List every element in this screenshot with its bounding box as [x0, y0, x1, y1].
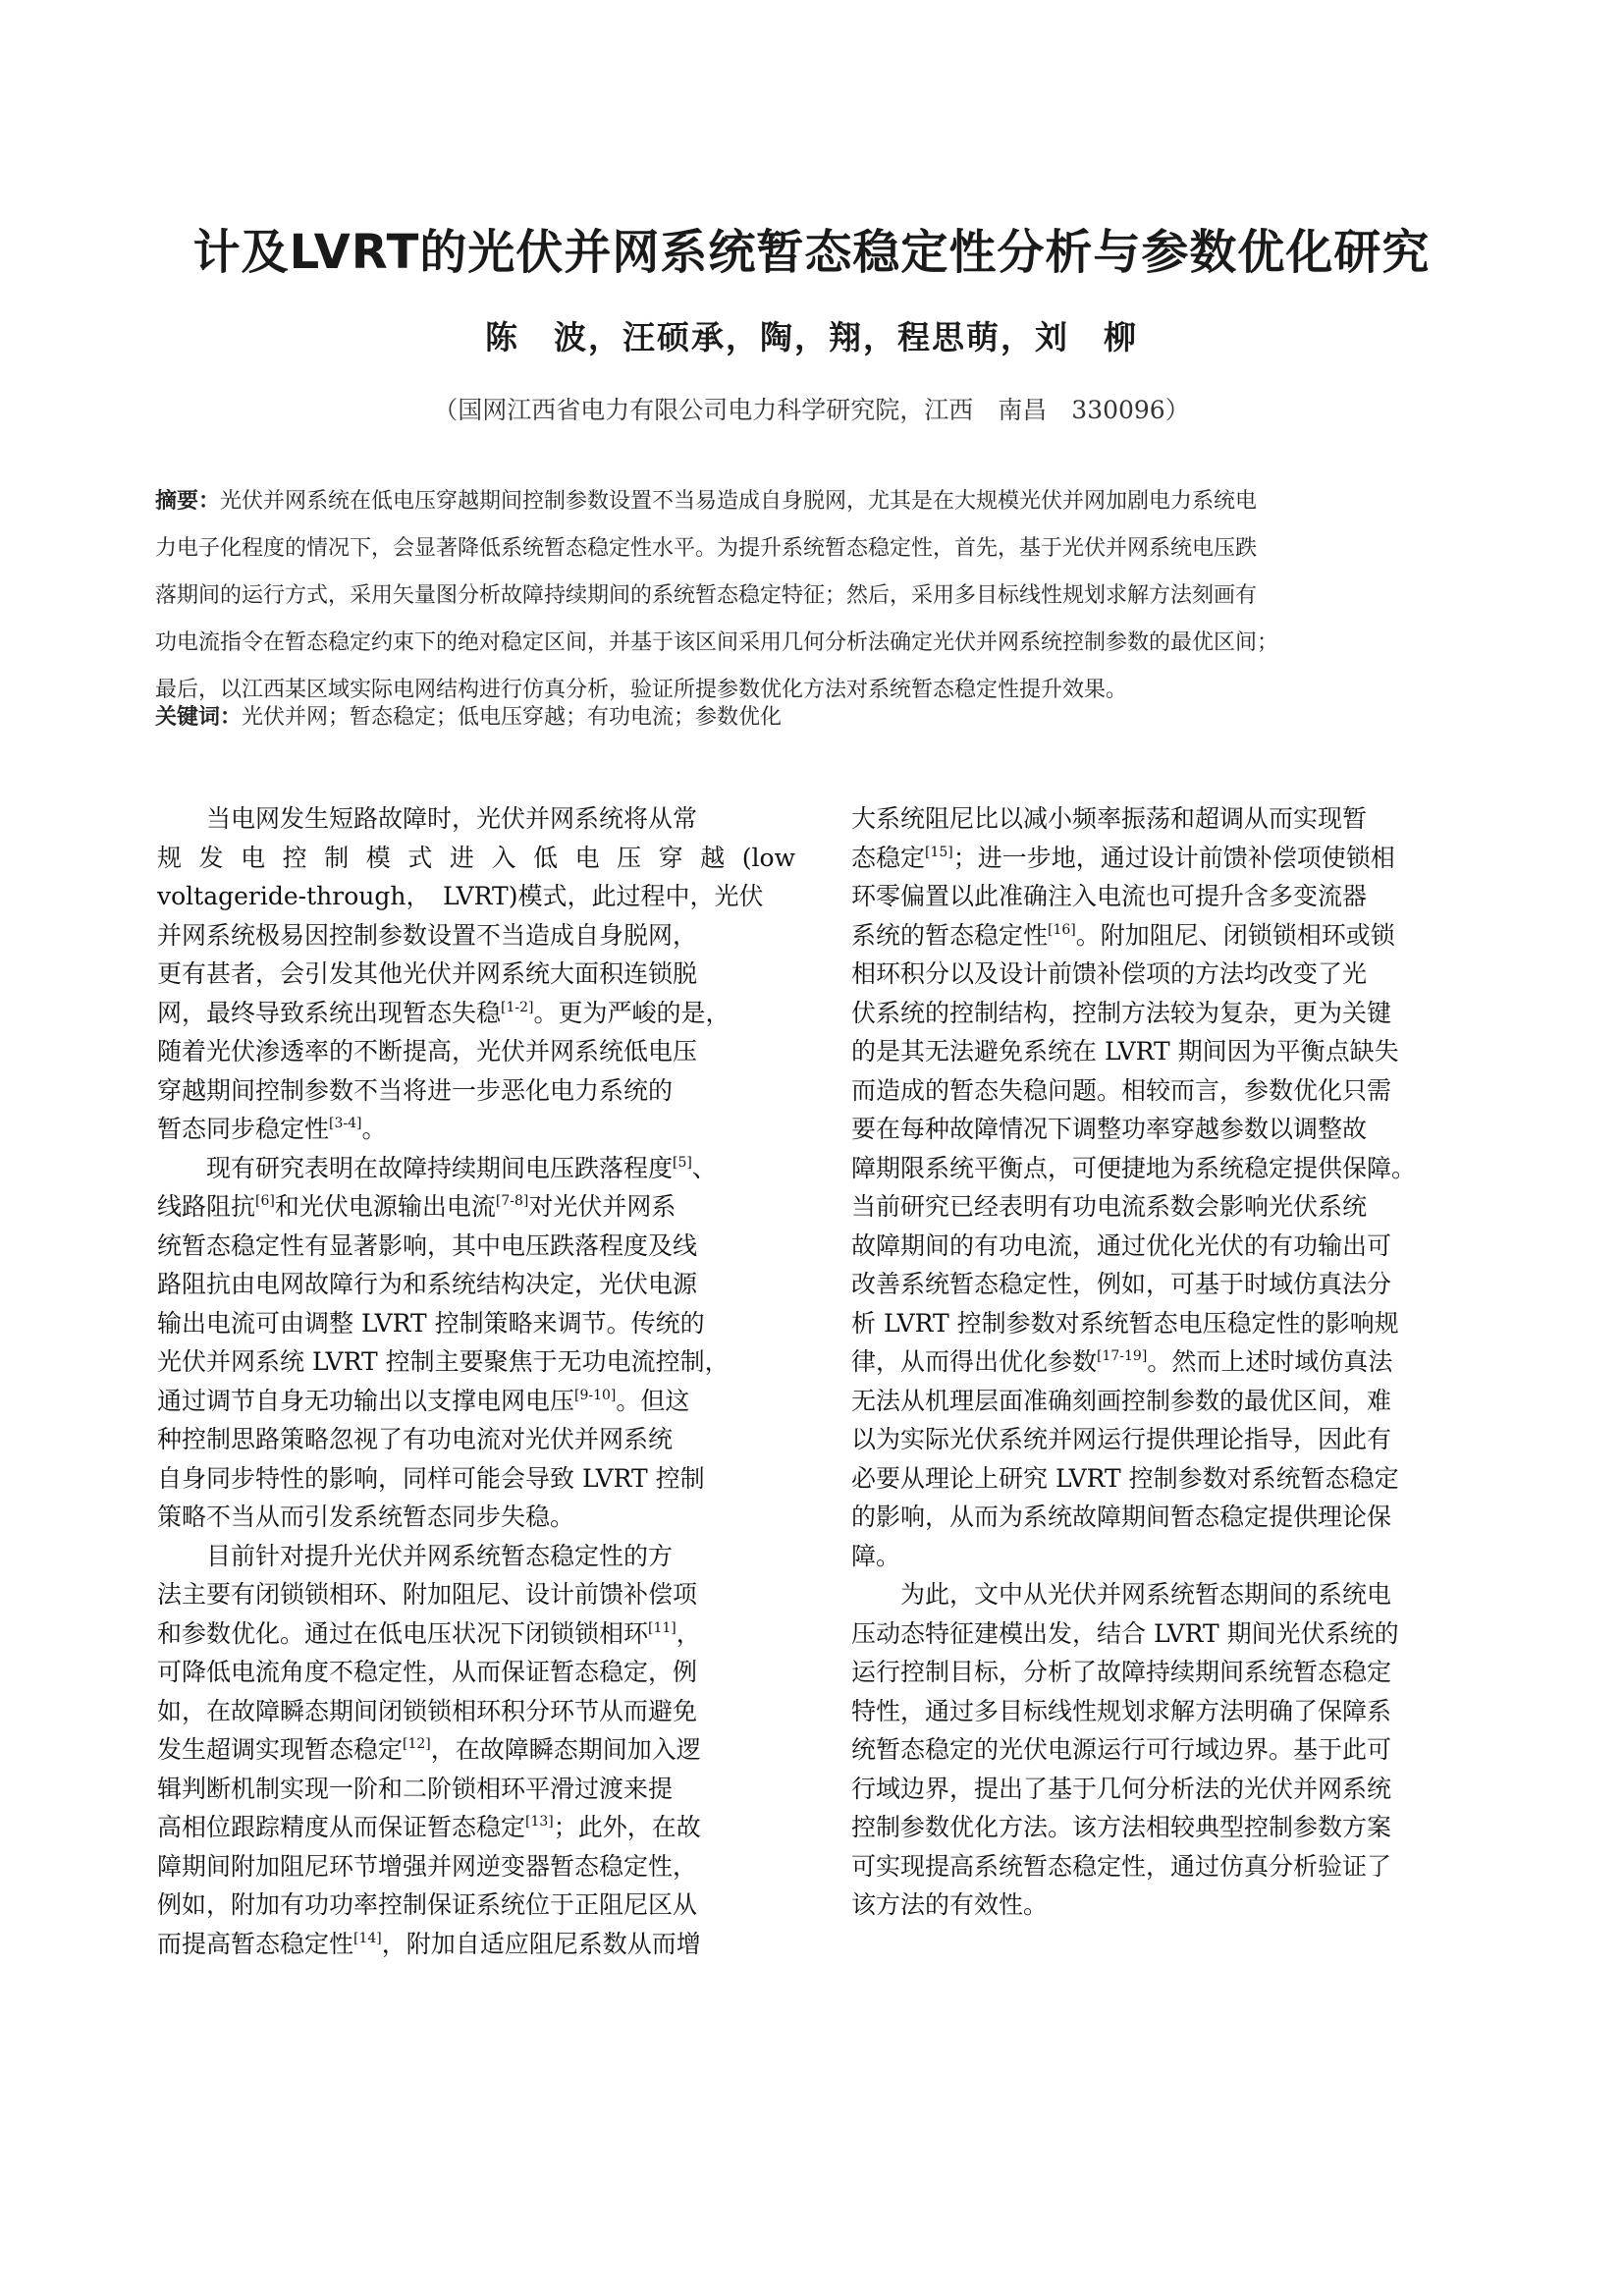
body-text: 。然而上述时域仿真法	[1147, 1347, 1393, 1376]
body-text-line	[157, 1342, 795, 1382]
body-text-line	[851, 1149, 1489, 1188]
body-text: 控制参数优化方法。该方法相较典型控制参数方案	[851, 1813, 1392, 1841]
body-text: 种控制思路策略忽视了有功电流对光伏并网系统	[157, 1425, 674, 1453]
body-text: 运行控制目标，分析了故障持续期间系统暂态稳定	[851, 1658, 1392, 1686]
body-text-line	[157, 839, 795, 878]
body-text: 可实现提高系统暂态稳定性，通过仿真分析验证了	[851, 1851, 1392, 1881]
body-text-line	[157, 1149, 795, 1188]
body-text-line	[851, 877, 1489, 916]
body-text: 压动态特征建模出发，结合 LVRT 期间光伏系统的	[851, 1618, 1399, 1648]
abstract-text: 光伏并网系统在低电压穿越期间控制参数设置不当易造成自身脱网，尤其是在大规模光伏并网加剧电力系统电	[220, 489, 1258, 514]
body-text: 要在每种故障情况下调整功率穿越参数以调整故	[851, 1115, 1368, 1143]
body-text-line	[851, 1886, 1489, 1925]
body-text: 法主要有闭锁锁相环、附加阻尼、设计前馈补偿项	[157, 1580, 698, 1609]
body-text-line	[851, 1614, 1489, 1654]
body-text: 和参数优化。通过在低电压状况下闭锁锁相环	[157, 1618, 649, 1648]
body-text-line	[157, 1537, 795, 1576]
body-text: 障期限系统平衡点，可便捷地为系统稳定提供保障。	[851, 1153, 1417, 1182]
body-text: 网，最终导致系统出现暂态失稳	[157, 998, 502, 1027]
body-text-line	[157, 1032, 795, 1071]
body-text: 输出电流可由调整 LVRT 控制策略来调节。传统的	[157, 1308, 705, 1338]
body-text: 特性，通过多目标线性规划求解方法明确了保障系	[851, 1696, 1392, 1725]
body-text-line	[157, 1808, 795, 1847]
body-text: 辑判断机制实现一阶和二阶锁相环平滑过渡来提	[157, 1774, 674, 1803]
body-text: ，附加自适应阻尼系数从而增	[381, 1929, 701, 1958]
body-text: 穿越期间控制参数不当将进一步恶化电力系统的	[157, 1075, 674, 1105]
citation-ref: [9-10]	[574, 1387, 617, 1403]
body-text-line	[157, 877, 795, 916]
body-text: ；进一步地，通过设计前馈补偿项使锁相	[952, 843, 1395, 872]
body-text-line	[851, 1187, 1489, 1227]
body-text-line	[851, 916, 1489, 956]
body-text: 伏系统的控制结构，控制方法较为复杂，更为关键	[851, 998, 1392, 1027]
body-text-line	[851, 1653, 1489, 1692]
body-text: ；此外，在故	[553, 1813, 701, 1841]
body-text: 光伏并网系统 LVRT 控制主要聚焦于无功电流控制，	[157, 1347, 730, 1376]
body-text-line	[157, 1575, 795, 1614]
body-text: 相环积分以及设计前馈补偿项的方法均改变了光	[851, 959, 1368, 988]
citation-ref: [12]	[403, 1736, 431, 1752]
body-text-line	[157, 916, 795, 956]
body-text: 改善系统暂态稳定性，例如，可基于时域仿真法分	[851, 1270, 1392, 1298]
body-text: 可降低电流角度不稳定性，从而保证暂态稳定，例	[157, 1658, 698, 1686]
citation-ref: [17-19]	[1097, 1348, 1148, 1364]
body-text: 统暂态稳定性有显著影响，其中电压跌落程度及线	[157, 1230, 698, 1260]
body-text-line	[157, 1730, 795, 1770]
body-text-line	[157, 1382, 795, 1421]
citation-ref: [6]	[255, 1193, 275, 1209]
body-text-line	[851, 1770, 1489, 1809]
body-text: 系统的暂态稳定性	[851, 920, 1049, 950]
body-text-line	[851, 1537, 1489, 1576]
body-text: 对光伏并网系	[528, 1192, 676, 1221]
body-text-line	[851, 1032, 1489, 1071]
body-text-line	[851, 1227, 1489, 1266]
body-text-line	[157, 1847, 795, 1886]
body-text: 、	[691, 1153, 717, 1182]
body-text-line	[157, 1653, 795, 1692]
body-text-line	[157, 1265, 795, 1304]
body-text-line	[851, 1071, 1489, 1111]
body-text-line	[851, 994, 1489, 1033]
body-text: 。更为严峻的是，	[533, 998, 730, 1027]
body-text-line	[157, 1614, 795, 1654]
body-text: 和光伏电源输出电流	[274, 1192, 496, 1221]
author-list: 陈 波，汪硕承，陶，翔，程思萌，刘 柳	[485, 318, 1138, 356]
body-text: 例如，附加有功功率控制保证系统位于正阻尼区从	[157, 1890, 698, 1919]
body-text: 该方法的有效性。	[851, 1890, 1049, 1919]
body-text-line	[851, 799, 1489, 839]
body-text: 随着光伏渗透率的不断提高，光伏并网系统低电压	[157, 1037, 698, 1066]
body-text-line	[157, 1071, 795, 1111]
body-text: 高相位跟踪精度从而保证暂态稳定	[157, 1813, 526, 1841]
citation-ref: [11]	[648, 1619, 676, 1636]
body-text: 而造成的暂态失稳问题。相较而言，参数优化只需	[851, 1075, 1392, 1105]
body-text-line	[851, 1304, 1489, 1343]
body-text: 的是其无法避免系统在 LVRT 期间因为平衡点缺失	[851, 1037, 1399, 1066]
body-text: 当前研究已经表明有功电流系数会影响光伏系统	[851, 1192, 1368, 1221]
body-text: 通过调节自身无功输出以支撑电网电压	[157, 1386, 575, 1415]
body-text: 障。	[851, 1541, 901, 1570]
body-text: 目前针对提升光伏并网系统暂态稳定性的方	[206, 1541, 674, 1570]
body-text: 为此，文中从光伏并网系统暂态期间的系统电	[900, 1580, 1392, 1609]
abstract-line: 落期间的运行方式，采用矢量图分析故障持续期间的系统暂态稳定特征；然后，采用多目标线性规划求解方法刻画有	[155, 583, 1258, 608]
body-column-right	[851, 799, 1489, 1925]
body-text-line	[851, 1847, 1489, 1886]
abstract-line: 功电流指令在暂态稳定约束下的绝对稳定区间，并基于该区间采用几何分析法确定光伏并网系统控制参数的最优区间；	[155, 630, 1279, 655]
body-text: 故障期间的有功电流，通过优化光伏的有功输出可	[851, 1230, 1392, 1260]
paper-title: 计及LVRT的光伏并网系统暂态稳定性分析与参数优化研究	[192, 225, 1431, 280]
body-text: 态稳定	[851, 843, 926, 872]
keywords	[155, 694, 1471, 741]
abstract-label: 摘要：	[155, 489, 221, 514]
body-text: 障期间附加阻尼环节增强并网逆变器暂态稳定性，	[157, 1851, 698, 1881]
body-text-line	[851, 1575, 1489, 1614]
body-text: 无法从机理层面准确刻画控制参数的最优区间，难	[851, 1386, 1392, 1415]
body-text: 如，在故障瞬态期间闭锁锁相环积分环节从而避免	[157, 1696, 698, 1725]
citation-ref: [5]	[673, 1154, 692, 1171]
citation-ref: [3-4]	[329, 1116, 362, 1131]
keywords-label: 关键词：	[155, 705, 243, 730]
body-text-line	[851, 1342, 1489, 1382]
body-text: 统暂态稳定的光伏电源运行可行域边界。基于此可	[851, 1735, 1392, 1764]
body-text: 更有甚者，会引发其他光伏并网系统大面积连锁脱	[157, 959, 698, 988]
body-text: 必要从理论上研究 LVRT 控制参数对系统暂态稳定	[851, 1463, 1399, 1493]
body-text: ，	[676, 1618, 701, 1648]
citation-ref: [14]	[353, 1930, 382, 1946]
body-text-line	[157, 1886, 795, 1925]
body-text: 大系统阻尼比以减小频率振荡和超调从而实现暂	[851, 804, 1368, 833]
body-text: 暂态同步稳定性	[157, 1115, 330, 1143]
body-text-line	[851, 1420, 1489, 1459]
body-text: ，在故障瞬态期间加入逻	[430, 1735, 701, 1764]
body-text: 律，从而得出优化参数	[851, 1347, 1098, 1376]
abstract-line: 力电子化程度的情况下，会显著降低系统暂态稳定性水平。为提升系统暂态稳定性，首先，基于光伏并网系统电压跌	[155, 536, 1258, 561]
body-text: 的影响，从而为系统故障期间暂态稳定提供理论保	[851, 1503, 1392, 1531]
body-text: 。但这	[616, 1386, 690, 1415]
body-text: 环零偏置以此准确注入电流也可提升含多变流器	[851, 882, 1368, 910]
body-text-line	[157, 1227, 795, 1266]
body-text-line	[851, 839, 1489, 878]
body-text-line	[157, 955, 795, 994]
body-text-line	[851, 1730, 1489, 1770]
body-text: 自身同步特性的影响，同样可能会导致 LVRT 控制	[157, 1463, 705, 1493]
citation-ref: [1-2]	[501, 999, 534, 1015]
body-text-line	[157, 1692, 795, 1731]
body-text-line	[157, 1498, 795, 1537]
body-text-line	[851, 1265, 1489, 1304]
body-text: 发生超调实现暂态稳定	[157, 1735, 404, 1764]
body-text: 策略不当从而引发系统暂态同步失稳。	[157, 1503, 575, 1531]
body-text-line	[851, 1498, 1489, 1537]
body-text: 现有研究表明在故障持续期间电压跌落程度	[206, 1153, 674, 1182]
affiliation: （国网江西省电力有限公司电力科学研究院，江西 南昌 330096）	[433, 396, 1190, 424]
body-text: 路阻抗由电网故障行为和系统结构决定，光伏电源	[157, 1270, 698, 1298]
citation-ref: [15]	[925, 844, 953, 860]
body-text: 线路阻抗	[157, 1192, 256, 1221]
body-text: 规发电控制模式进入低电压穿越(low	[157, 843, 795, 872]
body-text-line	[157, 994, 795, 1033]
body-text: 当电网发生短路故障时，光伏并网系统将从常	[206, 804, 698, 833]
body-text-line	[851, 955, 1489, 994]
keywords-text: 光伏并网；暂态稳定；低电压穿越；有功电流；参数优化	[242, 705, 783, 730]
body-text-line	[157, 1420, 795, 1459]
body-text-line	[157, 1770, 795, 1809]
citation-ref: [16]	[1048, 921, 1076, 938]
body-text-line	[157, 799, 795, 839]
body-text-line	[157, 1459, 795, 1499]
body-text-line	[157, 1187, 795, 1227]
body-text: 并网系统极易因控制参数设置不当造成自身脱网，	[157, 920, 698, 950]
body-text-line	[157, 1925, 795, 1964]
abstract-line: 最后，以江西某区域实际电网结构进行仿真分析，验证所提参数优化方法对系统暂态稳定性提升效果。	[155, 678, 1128, 702]
body-text: 而提高暂态稳定性	[157, 1929, 354, 1958]
body-text-line	[851, 1692, 1489, 1731]
body-text-line	[851, 1382, 1489, 1421]
body-text: voltageride-through， LVRT)模式，此过程中，光伏	[157, 882, 764, 910]
body-text-line	[157, 1304, 795, 1343]
body-text: 析 LVRT 控制参数对系统暂态电压稳定性的影响规	[851, 1308, 1399, 1338]
body-text-line	[851, 1459, 1489, 1499]
body-column-left	[157, 799, 795, 1963]
abstract-line	[155, 478, 1471, 525]
citation-ref: [13]	[525, 1814, 554, 1830]
body-text: 。附加阻尼、闭锁锁相环或锁	[1075, 920, 1395, 950]
body-text: 以为实际光伏系统并网运行提供理论指导，因此有	[851, 1425, 1392, 1453]
body-text-line	[851, 1110, 1489, 1149]
body-text-line	[157, 1110, 795, 1149]
body-text-line	[851, 1808, 1489, 1847]
citation-ref: [7-8]	[495, 1193, 529, 1209]
body-text: 。	[361, 1115, 387, 1143]
abstract	[155, 478, 1471, 714]
body-text: 行域边界，提出了基于几何分析法的光伏并网系统	[851, 1774, 1392, 1803]
